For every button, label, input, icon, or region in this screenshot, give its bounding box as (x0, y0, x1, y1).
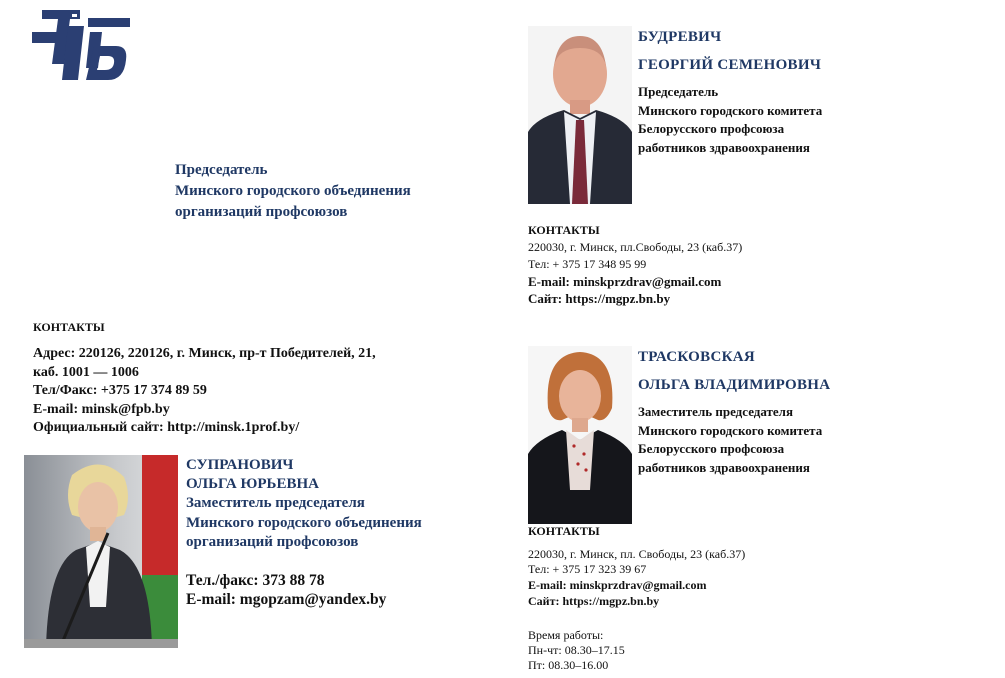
person-surname: БУДРЕВИЧ (638, 29, 722, 45)
work-hours-mon-thu: Пн-чт: 08.30–17.15 (528, 643, 625, 657)
email-link[interactable]: E-mail: minsk@fpb.by (33, 401, 170, 417)
photo-traskovskaya (528, 346, 632, 524)
position-line: Минского городского объединения (175, 183, 411, 199)
traskovskaya-contacts (528, 523, 745, 609)
phone-fax: Тел/Факс: +375 17 374 89 59 (33, 383, 207, 398)
position-line: Минского городского комитета (638, 102, 823, 118)
phone: Тел: + 375 17 323 39 67 (528, 562, 647, 576)
website-link[interactable]: Официальный сайт: http://minsk.1prof.by/ (33, 420, 300, 435)
contacts-heading: КОНТАКТЫ (528, 223, 600, 237)
email-link[interactable]: E-mail: minskprzdrav@gmail.com (528, 578, 707, 592)
position-line: работников здравоохранения (638, 459, 810, 475)
fpb-logo (28, 6, 132, 88)
photo-budrevich (528, 26, 632, 204)
email-row (528, 273, 742, 290)
phone-fax: Тел./факс: 373 88 78 (186, 571, 325, 589)
work-hours-fri: Пт: 08.30–16.00 (528, 658, 609, 672)
work-hours (528, 628, 625, 673)
position-line: организаций профсоюзов (175, 204, 348, 220)
budrevich-info (638, 26, 822, 157)
person-given-name: ОЛЬГА ЮРЬЕВНА (186, 476, 319, 492)
address: 220030, г. Минск, пл. Свободы, 23 (каб.37) (528, 547, 746, 561)
person-name (638, 346, 830, 402)
supranovich-info (186, 456, 422, 609)
address: 220030, г. Минск, пл.Свободы, 23 (каб.37) (528, 240, 743, 254)
chairman-position (175, 160, 411, 223)
position-line: Председатель (175, 162, 268, 178)
position-line: Председатель (638, 84, 719, 99)
person-given-name: ОЛЬГА ВЛАДИМИРОВНА (638, 377, 831, 393)
position-line: Белорусского профсоюза (638, 121, 785, 136)
position-line: Минского городского комитета (638, 422, 823, 438)
person-position (638, 83, 822, 157)
email-label: E-mail: (528, 274, 574, 289)
traskovskaya-info (638, 346, 830, 477)
person-given-name: ГЕОРГИЙ СЕМЕНОВИЧ (638, 57, 822, 73)
contacts-heading: КОНТАКТЫ (33, 320, 105, 334)
work-hours-title: Время работы: (528, 628, 604, 642)
website-link[interactable]: Сайт: https://mgpz.bn.by (528, 594, 660, 608)
photo-supranovich (24, 455, 178, 648)
address-line: каб. 1001 — 1006 (33, 364, 139, 380)
email-link[interactable]: E-mail: mgopzam@yandex.by (186, 590, 387, 608)
email-link[interactable]: minskprzdrav@gmail.com (573, 274, 722, 289)
position-line: Заместитель председателя (186, 495, 365, 511)
address-line: Адрес: 220126, 220126, г. Минск, пр-т Победителей, 21, (33, 346, 376, 361)
position-line: Заместитель председателя (638, 404, 794, 419)
left-contacts (33, 345, 376, 438)
person-surname: ТРАСКОВСКАЯ (638, 349, 756, 365)
position-line: работников здравоохранения (638, 139, 810, 155)
position-line: Белорусского профсоюза (638, 441, 785, 456)
position-line: организаций профсоюзов (186, 534, 359, 550)
person-surname: СУПРАНОВИЧ (186, 457, 294, 473)
contacts-heading: КОНТАКТЫ (528, 524, 600, 538)
position-line: Минского городского объединения (186, 514, 422, 531)
phone: Тел: + 375 17 348 95 99 (528, 257, 647, 271)
person-position (638, 403, 830, 477)
person-name (638, 26, 822, 82)
website-link[interactable]: Сайт: https://mgpz.bn.by (528, 291, 671, 306)
budrevich-contacts (528, 222, 742, 307)
